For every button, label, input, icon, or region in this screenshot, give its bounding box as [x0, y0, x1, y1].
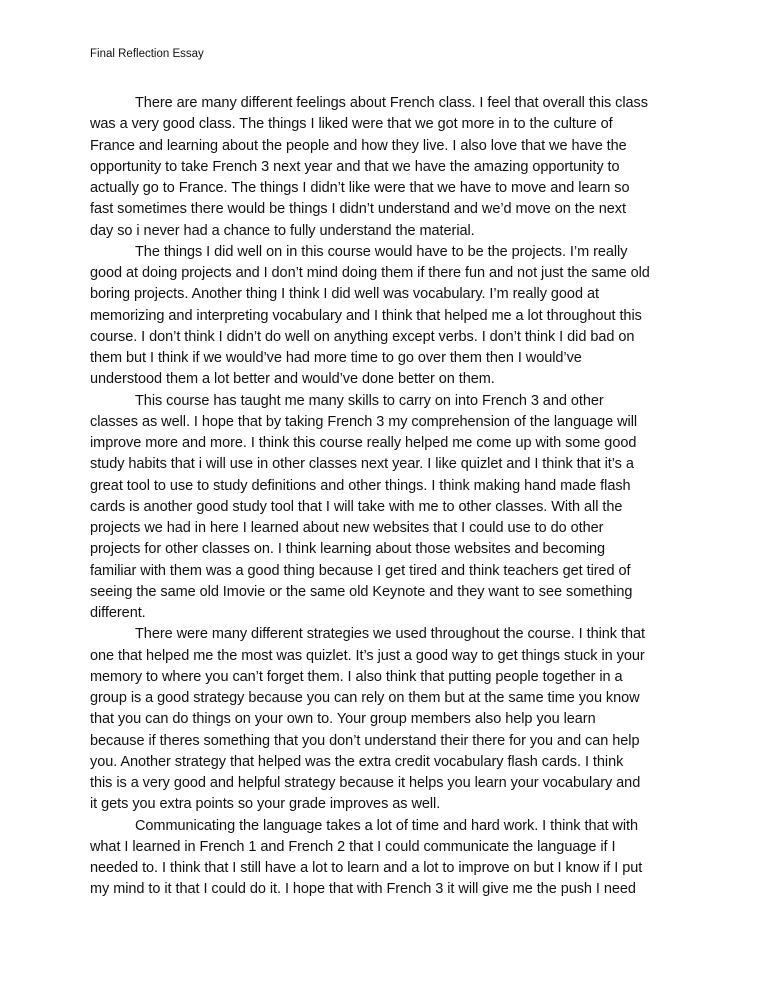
essay-line: France and learning about the people and how they live. I also love that we have the	[90, 137, 627, 154]
essay-line: what I learned in French 1 and French 2 that I could communicate the language if I	[90, 838, 616, 855]
paragraph-first-line: Communicating the language takes a lot of time and hard work. I think that with	[135, 817, 639, 834]
paragraph-first-line: This course has taught me many skills to carry on into French 3 and other	[135, 392, 604, 409]
essay-line: different.	[90, 605, 146, 621]
essay-line: memory to where you can’t forget them. I also think that putting people together in a	[90, 668, 623, 685]
essay-line: improve more and more. I think this course really helped me come up with some good	[90, 435, 637, 451]
essay-line: fast sometimes there would be things I didn’t understand and we’d move on the next	[90, 201, 626, 218]
essay-line: them but I think if we would’ve had more time to go over them then I would’ve	[90, 350, 582, 366]
essay-line: it gets you extra points so your grade improves as well.	[90, 796, 441, 813]
essay-line: familiar with them was a good thing because I get tired and think teachers get tired of	[90, 562, 631, 579]
essay-line: boring projects. Another thing I think I did well was vocabulary. I’m really good at	[90, 286, 599, 303]
essay-line: that you can do things on your own to. Your group members also help you learn	[90, 711, 596, 728]
essay-line: study habits that i will use in other classes next year. I like quizlet and I think that it’s a	[90, 456, 634, 473]
essay-line: because if theres something that you don’t understand their there for you and can help	[90, 732, 640, 749]
essay-line: projects for other classes on. I think learning about those websites and becoming	[90, 541, 606, 558]
essay-line: one that helped me the most was quizlet. It’s just a good way to get things stuck in your	[90, 647, 645, 664]
essay-body	[90, 93, 690, 901]
paragraph-first-line: There were many different strategies we used throughout the course. I think that	[135, 626, 645, 643]
essay-line: course. I don’t think I didn’t do well on anything except verbs. I don’t think I did bad on	[90, 328, 635, 345]
essay-line: needed to. I think that I still have a lot to learn and a lot to improve on but I know if I put	[90, 860, 643, 876]
essay-line: good at doing projects and I don’t mind doing them if there fun and not just the same old	[90, 265, 650, 281]
document-title: Final Reflection Essay	[90, 48, 204, 60]
essay-line: actually go to France. The things I didn’t like were that we have to move and learn so	[90, 180, 630, 196]
essay-line: cards is another good study tool that I will take with me to other classes. With all the	[90, 498, 623, 515]
paragraph-first-line: There are many different feelings about French class. I feel that overall this class	[135, 95, 648, 111]
essay-line: memorizing and interpreting vocabulary and I think that helped me a lot throughout this	[90, 307, 642, 324]
essay-line: opportunity to take French 3 next year and that we have the amazing opportunity to	[90, 158, 620, 175]
essay-line: seeing the same old Imovie or the same old Keynote and they want to see something	[90, 583, 633, 600]
essay-line: was a very good class. The things I liked were that we got more in to the culture of	[90, 116, 613, 133]
essay-line: you. Another strategy that helped was the extra credit vocabulary flash cards. I think	[90, 753, 624, 770]
essay-line: classes as well. I hope that by taking French 3 my comprehension of the language will	[90, 413, 638, 430]
essay-line: day so i never had a chance to fully understand the material.	[90, 222, 475, 239]
essay-line: group is a good strategy because you can rely on them but at the same time you know	[90, 690, 640, 706]
paragraph-first-line: The things I did well on in this course would have to be the projects. I’m really	[135, 243, 628, 260]
essay-line: this is a very good and helpful strategy because it helps you learn your vocabulary and	[90, 775, 641, 791]
essay-line: great tool to use to study definitions and other things. I think making hand made flash	[90, 477, 631, 494]
essay-line: understood them a lot better and would’ve done better on them.	[90, 371, 495, 388]
essay-line: my mind to it that I could do it. I hope that with French 3 it will give me the push I need	[90, 881, 636, 898]
essay-line: projects we had in here I learned about new websites that I could use to do other	[90, 520, 604, 536]
